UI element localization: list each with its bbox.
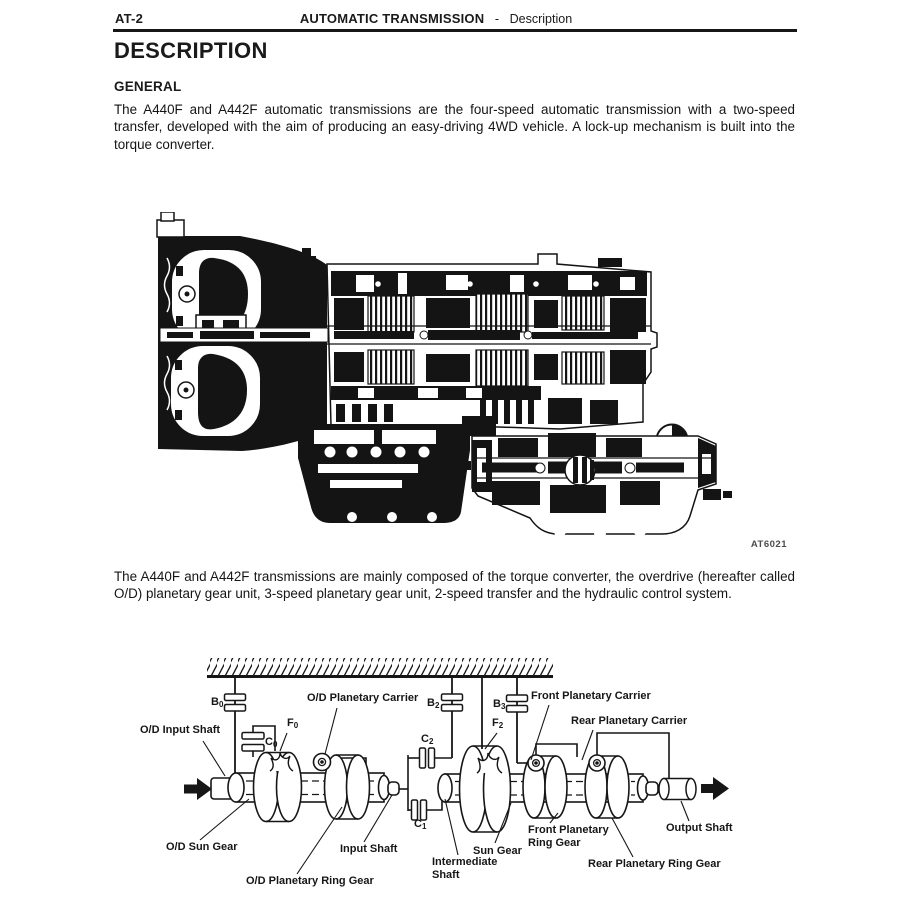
label-intermediate-shaft: Intermediate Shaft [432,856,498,881]
label-c1: $C_1$ [414,818,427,831]
header-separator: - [494,12,500,26]
torque-converter-housing [157,212,328,451]
label-input-shaft: Input Shaft [340,843,398,855]
case-ground-hatch [207,658,553,677]
section-name: Description [509,12,573,26]
label-od-planetary-carrier: O/D Planetary Carrier [307,692,419,704]
label-b2: $B_2$ [427,697,440,710]
label-od-input-shaft: O/D Input Shaft [140,724,221,736]
label-b3: $B_3$ [493,698,506,711]
general-heading: GENERAL [114,79,182,94]
label-od-planetary-ring-gear: O/D Planetary Ring Gear [246,875,374,887]
header-title [0,11,872,26]
label-front-planetary-carrier: Front Planetary Carrier [531,690,651,702]
label-f0: $F_0$ [287,717,299,730]
od-gear-unit [211,753,399,822]
three-speed-gear-unit [438,746,658,832]
label-rear-planetary-ring-gear: Rear Planetary Ring Gear [588,858,721,870]
header-rule [113,29,797,32]
label-rear-planetary-carrier: Rear Planetary Carrier [571,715,688,727]
label-b0: $B_0$ [211,696,224,709]
transfer-case [458,416,732,539]
gear-train-body [296,248,657,429]
chapter-title: AUTOMATIC TRANSMISSION [299,11,485,26]
composition-paragraph: The A440F and A442F transmissions are mainly composed of the torque converter, the overdrive (hereafter called O/D) planetary gear unit, 3-speed planetary gear unit, 2-speed transfer and the hydraulic control system. [114,569,795,602]
label-output-shaft: Output Shaft [666,822,733,834]
oil-pan [298,424,470,523]
figure-code: AT6021 [750,539,787,550]
label-f2: $F_2$ [492,717,504,730]
label-c0: $C_0$ [265,736,278,749]
intro-paragraph: The A440F and A442F automatic transmissions are the four-speed automatic transmission with a two-speed transfer, developed with the aim of producing an easy-driving 4WD vehicle. A lock-up mechanism is built into the torque converter. [114,102,795,152]
input-arrow [184,778,212,800]
description-title: DESCRIPTION [114,38,268,63]
output-arrow [701,777,729,800]
label-c2: $C_2$ [421,733,434,746]
label-od-sun-gear: O/D Sun Gear [166,841,238,853]
label-front-planetary-ring-gear: Front Planetary Ring Gear [528,824,609,849]
label-sun-gear: Sun Gear [473,845,522,857]
output-shaft-symbol [659,779,696,800]
page-code: AT-2 [115,11,144,26]
transmission-cross-section-figure [148,212,808,542]
